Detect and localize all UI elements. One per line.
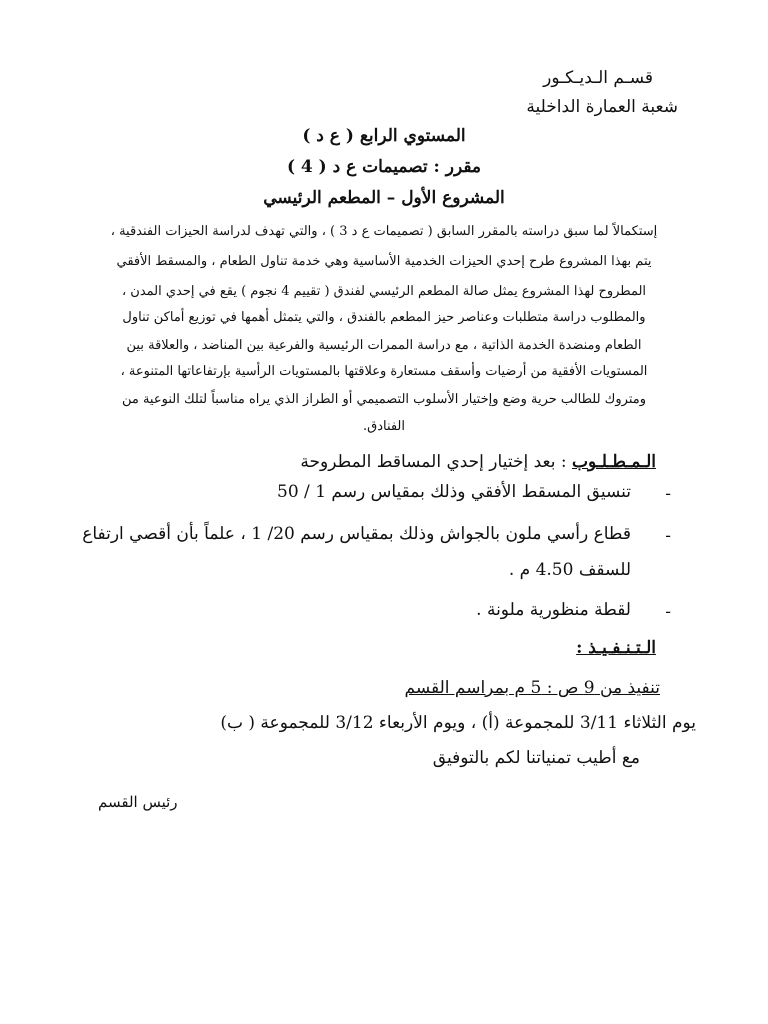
- requirement-item-section-cont: للسقف 4.50 م .: [508, 560, 631, 580]
- requirements-heading: [300, 452, 656, 472]
- closing-wishes: مع أطيب تمنياتنا لكم بالتوفيق: [432, 748, 640, 768]
- department-name: قسـم الـديـكـور: [543, 68, 653, 88]
- level-title: المستوي الرابع ( ع د ): [302, 126, 466, 146]
- paragraph-line: والمطلوب دراسة متطلبات وعناصر حيز المطعم بالفندق ، والتي يتمثل أهمها في توزيع أماكن تناول: [122, 310, 646, 325]
- division-name: شعبة العمارة الداخلية: [526, 97, 678, 117]
- bullet-dash: -: [665, 484, 671, 504]
- project-title: المشروع الأول – المطعم الرئيسي: [263, 188, 505, 208]
- bullet-dash: -: [665, 526, 671, 546]
- paragraph-line: إستكمالاً لما سبق دراسته بالمقرر السابق ( تصميمات ع د 3 ) ، والتي تهدف لدراسة الحيزات الفندقية ،: [110, 224, 658, 239]
- requirement-item-plan: تنسيق المسقط الأفقي وذلك بمقياس رسم 1 / 50: [277, 482, 631, 502]
- execution-time: تنفيذ من 9 ص : 5 م بمراسم القسم: [404, 678, 660, 698]
- bullet-dash: -: [665, 602, 671, 622]
- requirement-item-perspective: لقطة منظورية ملونة .: [476, 600, 631, 620]
- paragraph-line: المطروح لهذا المشروع يمثل صالة المطعم الرئيسي لفندق ( تقييم 4 نجوم ) يقع في إحدي المدن ،: [121, 284, 647, 299]
- requirement-item-section: قطاع رأسي ملون بالجواش وذلك بمقياس رسم 20/ 1 ، علماً بأن أقصي ارتفاع: [82, 524, 631, 544]
- paragraph-line: الفنادق.: [362, 419, 406, 434]
- execution-schedule: يوم الثلاثاء 3/11 للمجموعة (أ) ، ويوم الأربعاء 3/12 للمجموعة ( ب): [220, 713, 696, 733]
- paragraph-line: المستويات الأفقية من أرضيات وأسقف مستعارة وعلاقتها بالمستويات الرأسية بإرتفاعاتها المتنوعة ،: [120, 364, 648, 379]
- paragraph-line: ومتروك للطالب حرية وضع وإختيار الأسلوب التصميمي أو الطراز الذي يراه مناسباً لتلك النوعية من: [121, 392, 647, 407]
- execution-heading: الـتـنـفـيـذ :: [576, 638, 656, 658]
- paragraph-line: يتم بهذا المشروع طرح إحدي الحيزات الخدمية الأساسية وهي خدمة تناول الطعام ، والمسقط الأفقي: [116, 254, 652, 269]
- paragraph-line: الطعام ومنضدة الخدمة الذاتية ، مع دراسة الممرات الرئيسية والفرعية بين المناضد ، والعلاقة بين: [126, 338, 642, 353]
- course-title: مقرر : تصميمات ع د ( 4 ): [286, 157, 482, 177]
- signature: رئيس القسم: [98, 793, 178, 811]
- requirements-label: الـمـطـلـوب: [571, 452, 656, 472]
- requirements-intro: : بعد إختيار إحدي المساقط المطروحة: [300, 452, 572, 472]
